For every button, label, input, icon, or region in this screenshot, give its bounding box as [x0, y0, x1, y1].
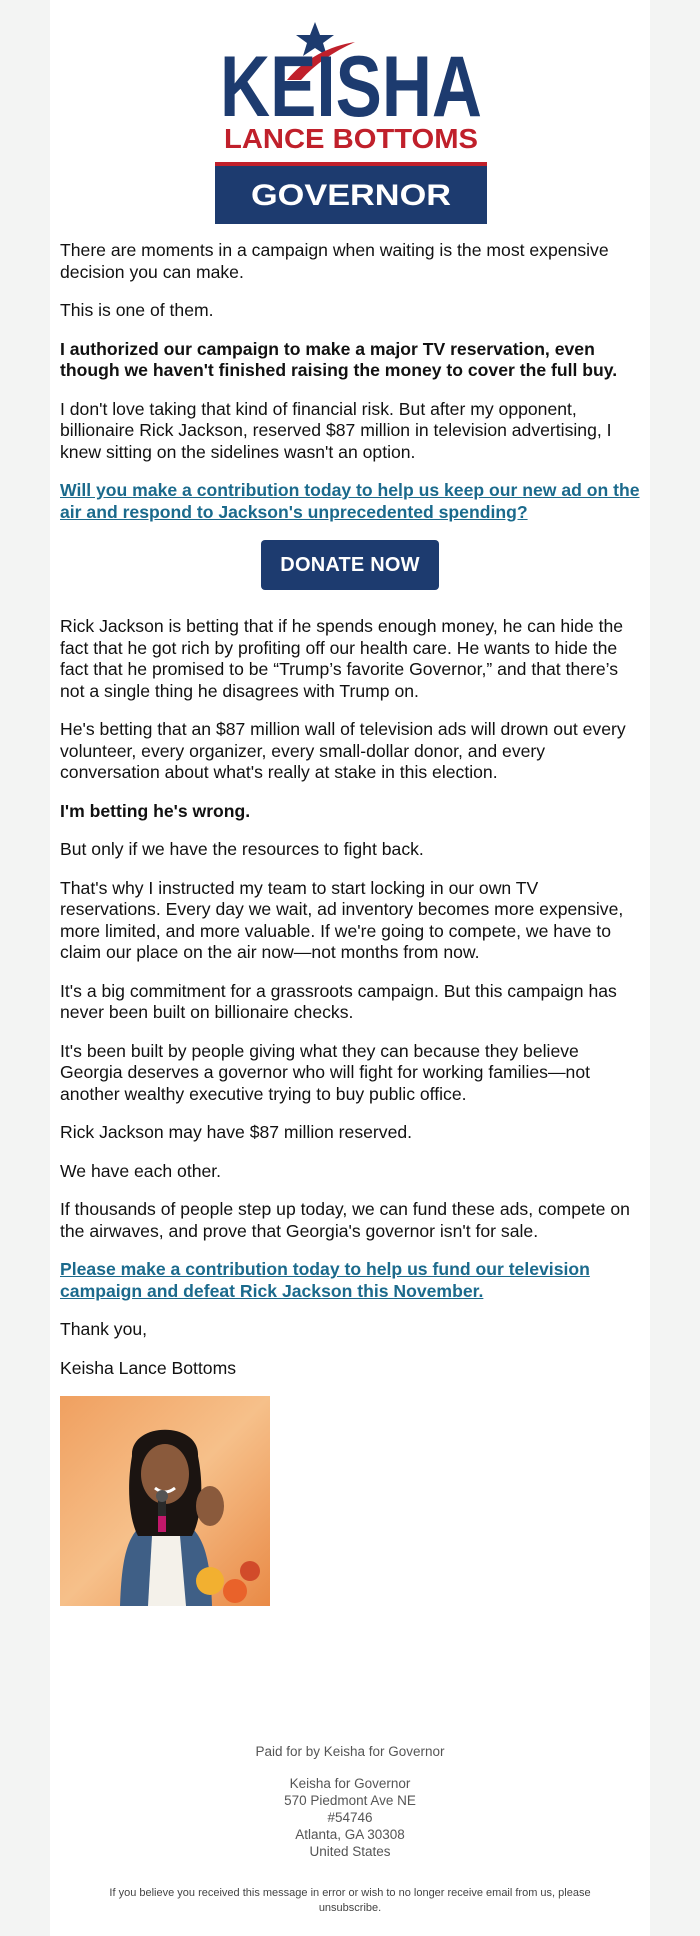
body-paragraph: This is one of them. — [60, 300, 214, 320]
donate-now-button[interactable]: DONATE NOW — [261, 540, 439, 590]
footer-suite: #54746 — [327, 1810, 373, 1825]
body-paragraph: Rick Jackson is betting that if he spends enough money, he can hide the fact that he got rich by profiting off our health care. He wants to hide the fact that he promised to be “Trump’s favorite Governor,” and that there’s not a single thing he disagrees with Trump on. — [60, 616, 624, 701]
closing-thanks: Thank you, — [60, 1319, 148, 1339]
campaign-logo — [215, 18, 487, 224]
footer-org: Keisha for Governor — [289, 1776, 411, 1791]
body-paragraph: We have each other. — [60, 1160, 222, 1181]
email-container — [50, 0, 650, 1936]
logo-subname: LANCE BOTTOMS — [224, 123, 478, 154]
contribution-link[interactable]: Will you make a contribution today to help us keep our new ad on the air and respond to Jackson's unprecedented spending? — [60, 480, 640, 522]
footer-country: United States — [309, 1844, 391, 1859]
body-paragraph: He's betting that an $87 million wall of television ads will drown out every volunteer, every organizer, every small-dollar donor, and every conversation about what's really at stake in this election. — [60, 719, 626, 782]
body-paragraph: It's been built by people giving what they can because they believe Georgia deserves a governor who will fight for working families—not another wealthy executive trying to buy public office. — [60, 1040, 591, 1104]
footer-street: 570 Piedmont Ave NE — [284, 1793, 416, 1808]
signature: Keisha Lance Bottoms — [60, 1357, 237, 1378]
body-paragraph-bold: I'm betting he's wrong. — [60, 800, 251, 821]
logo-name: KEISHA — [220, 39, 482, 135]
donate-button-wrap — [60, 540, 640, 590]
body-paragraph: I don't love taking that kind of financial risk. But after my opponent, billionaire Rick Jackson, reserved $87 million in television advertising, I knew sitting on the sidelines wasn't an option. — [60, 398, 612, 462]
body-paragraph: But only if we have the resources to fight back. — [60, 839, 424, 859]
body-paragraph: Rick Jackson may have $87 million reserved. — [60, 1122, 413, 1142]
body-paragraph: That's why I instructed my team to start locking in our own TV reservations. Every day we wait, ad inventory becomes more expensive, more limited, and more valuable. If we're going to compete, we have to claim our place on the air now—not months from now. — [60, 877, 624, 962]
body-paragraph: If thousands of people step up today, we can fund these ads, compete on the airwaves, and prove that Georgia's governor isn't for sale. — [60, 1199, 630, 1241]
candidate-photo — [60, 1396, 270, 1606]
contribution-link-2[interactable]: Please make a contribution today to help us fund our television campaign and defeat Rick Jackson this November. — [60, 1259, 590, 1301]
unsubscribe-notice[interactable]: If you believe you received this message in error or wish to no longer receive email from us, please unsubscribe. — [109, 1887, 591, 1914]
email-body — [60, 240, 640, 1606]
logo-graphic — [215, 18, 487, 224]
paid-for-disclaimer: Paid for by Keisha for Governor — [255, 1744, 445, 1759]
footer-city: Atlanta, GA 30308 — [295, 1827, 405, 1842]
body-paragraph: There are moments in a campaign when waiting is the most expensive decision you can make. — [60, 240, 609, 282]
email-footer — [50, 1743, 650, 1916]
logo-office: GOVERNOR — [251, 179, 452, 212]
body-paragraph-bold: I authorized our campaign to make a major TV reservation, even though we haven't finished raising the money to cover the full buy. — [60, 338, 618, 380]
body-paragraph: It's a big commitment for a grassroots campaign. But this campaign has never been built on billionaire checks. — [60, 980, 617, 1022]
